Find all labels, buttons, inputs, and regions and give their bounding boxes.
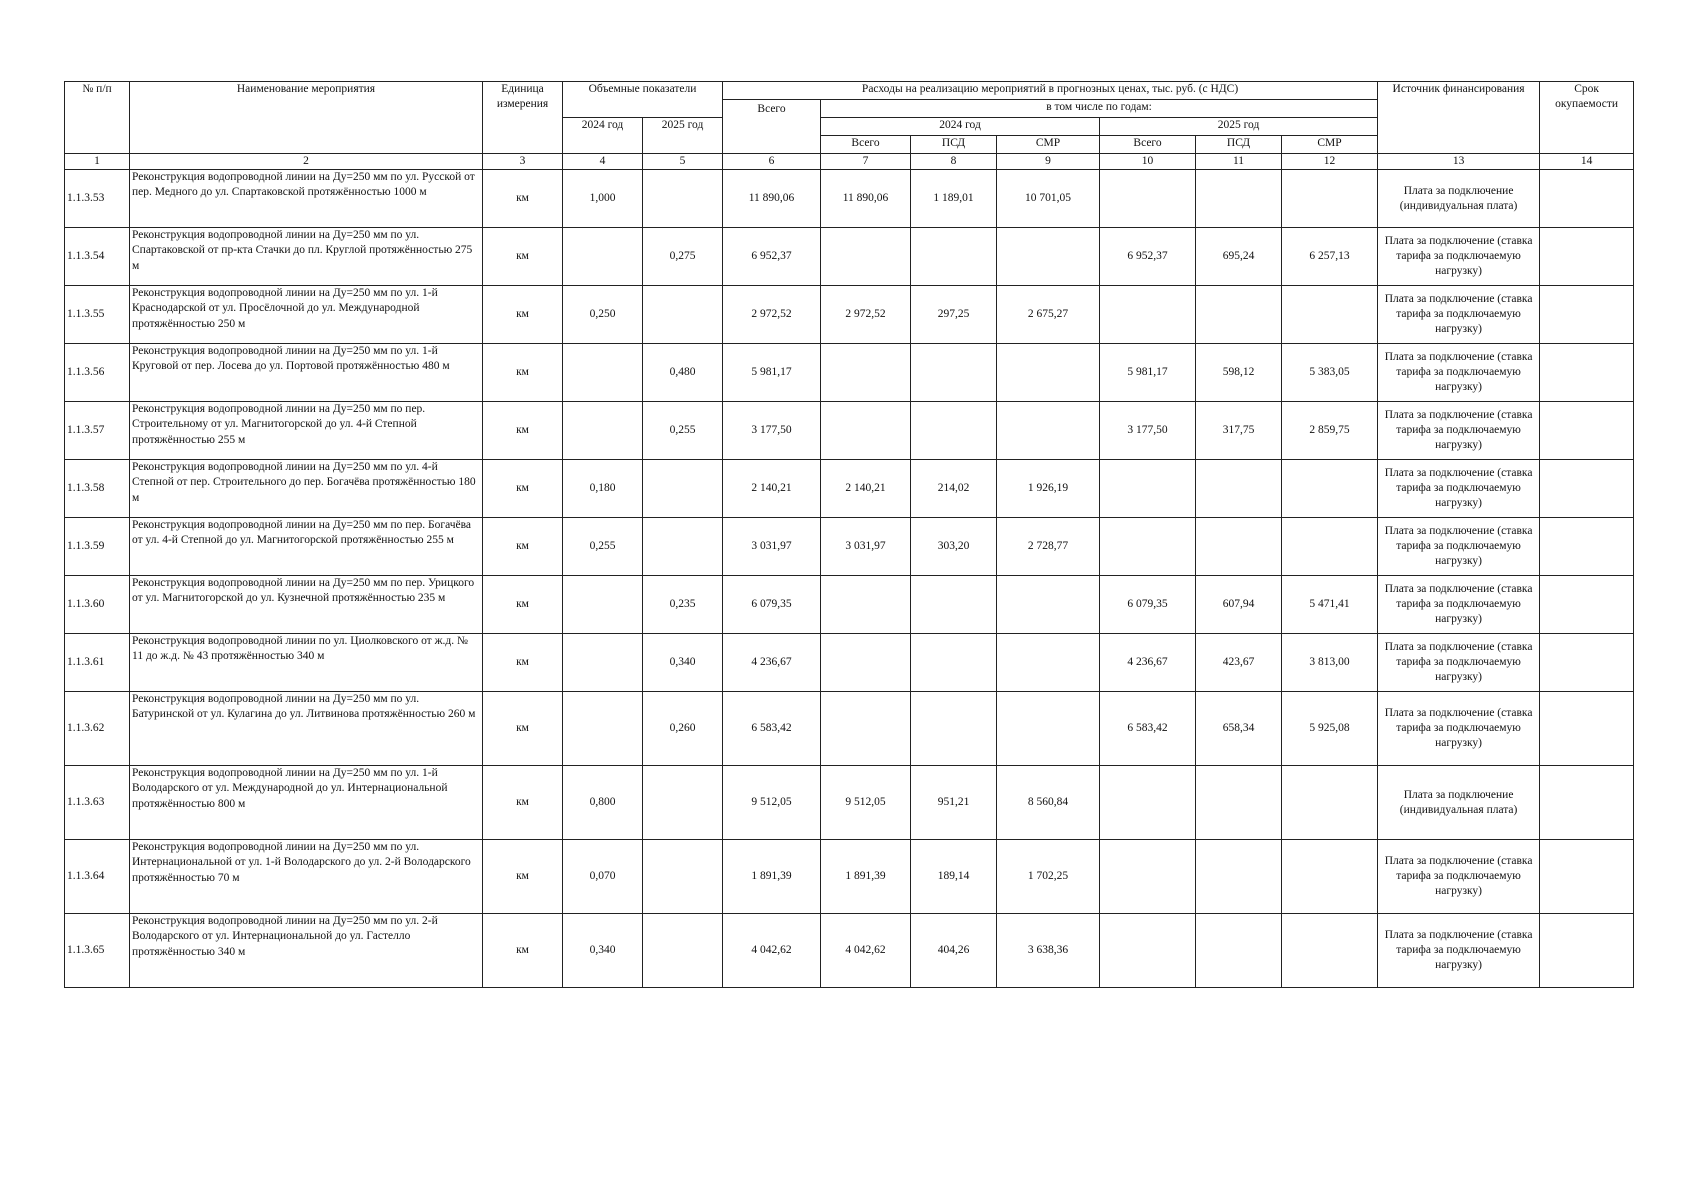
expenses-2024-psd	[911, 344, 997, 402]
column-numbers-row	[65, 154, 1634, 170]
payback-period	[1540, 840, 1634, 914]
unit-cell: км	[483, 692, 563, 766]
row-number: 1.1.3.53	[65, 170, 130, 228]
expenses-2024-smr: 3 638,36	[997, 914, 1100, 988]
header-volume: Объемные показатели	[563, 82, 723, 118]
investment-program-table	[64, 81, 1634, 988]
financing-source: Плата за подключение (индивидуальная плата)	[1378, 170, 1540, 228]
expenses-2025-total: 6 583,42	[1100, 692, 1196, 766]
volume-2025	[643, 840, 723, 914]
expenses-total: 9 512,05	[723, 766, 821, 840]
payback-period	[1540, 460, 1634, 518]
column-number: 13	[1378, 154, 1540, 170]
expenses-2025-smr: 6 257,13	[1282, 228, 1378, 286]
row-number: 1.1.3.60	[65, 576, 130, 634]
measure-name: Реконструкция водопроводной линии на Ду=250 мм по пер. Строительному от ул. Магнитогорской до ул. 4-й Степной протяжённостью 255 м	[130, 402, 483, 460]
expenses-2025-psd	[1196, 460, 1282, 518]
expenses-2025-smr: 3 813,00	[1282, 634, 1378, 692]
expenses-2024-total	[821, 228, 911, 286]
table-row	[65, 766, 1634, 840]
payback-period	[1540, 692, 1634, 766]
expenses-2025-total	[1100, 286, 1196, 344]
expenses-2025-psd: 607,94	[1196, 576, 1282, 634]
payback-period	[1540, 286, 1634, 344]
financing-source: Плата за подключение (ставка тарифа за подключаемую нагрузку)	[1378, 634, 1540, 692]
expenses-2025-smr: 5 925,08	[1282, 692, 1378, 766]
row-number: 1.1.3.58	[65, 460, 130, 518]
volume-2024	[563, 344, 643, 402]
payback-period	[1540, 170, 1634, 228]
expenses-2024-total	[821, 402, 911, 460]
row-number: 1.1.3.65	[65, 914, 130, 988]
column-number: 7	[821, 154, 911, 170]
expenses-2024-psd: 297,25	[911, 286, 997, 344]
header-volume-2024: 2024 год	[563, 118, 643, 154]
expenses-2024-total: 9 512,05	[821, 766, 911, 840]
expenses-2024-psd: 303,20	[911, 518, 997, 576]
volume-2025: 0,260	[643, 692, 723, 766]
unit-cell: км	[483, 518, 563, 576]
volume-2024: 0,255	[563, 518, 643, 576]
expenses-2025-psd	[1196, 840, 1282, 914]
measure-name: Реконструкция водопроводной линии по ул. Циолковского от ж.д. № 11 до ж.д. № 43 протяжённостью 340 м	[130, 634, 483, 692]
volume-2024	[563, 576, 643, 634]
expenses-2024-total: 11 890,06	[821, 170, 911, 228]
expenses-2025-total	[1100, 170, 1196, 228]
expenses-total: 2 140,21	[723, 460, 821, 518]
expenses-2025-smr: 5 471,41	[1282, 576, 1378, 634]
expenses-2025-total: 5 981,17	[1100, 344, 1196, 402]
row-number: 1.1.3.57	[65, 402, 130, 460]
expenses-2025-psd	[1196, 766, 1282, 840]
unit-cell: км	[483, 766, 563, 840]
expenses-total: 4 042,62	[723, 914, 821, 988]
unit-cell: км	[483, 914, 563, 988]
volume-2025: 0,275	[643, 228, 723, 286]
header-expenses-2025: 2025 год	[1100, 118, 1378, 136]
expenses-2025-smr	[1282, 286, 1378, 344]
volume-2024	[563, 634, 643, 692]
expenses-2025-total	[1100, 460, 1196, 518]
column-number: 3	[483, 154, 563, 170]
measure-name: Реконструкция водопроводной линии на Ду=250 мм по ул. 1-й Круговой от пер. Лосева до ул. Портовой протяжённостью 480 м	[130, 344, 483, 402]
expenses-2025-total: 6 952,37	[1100, 228, 1196, 286]
row-number: 1.1.3.54	[65, 228, 130, 286]
expenses-2024-total	[821, 576, 911, 634]
volume-2024: 1,000	[563, 170, 643, 228]
financing-source: Плата за подключение (ставка тарифа за подключаемую нагрузку)	[1378, 402, 1540, 460]
table-row	[65, 634, 1634, 692]
expenses-2024-total: 2 140,21	[821, 460, 911, 518]
expenses-2025-smr: 2 859,75	[1282, 402, 1378, 460]
expenses-2024-psd	[911, 576, 997, 634]
expenses-total: 5 981,17	[723, 344, 821, 402]
volume-2025	[643, 286, 723, 344]
expenses-2024-psd	[911, 634, 997, 692]
column-number: 6	[723, 154, 821, 170]
volume-2024	[563, 228, 643, 286]
measure-name: Реконструкция водопроводной линии на Ду=250 мм по ул. 2-й Володарского от ул. Интернациональной до ул. Гастелло протяжённостью 340 м	[130, 914, 483, 988]
table-row	[65, 840, 1634, 914]
header-volume-2025: 2025 год	[643, 118, 723, 154]
unit-cell: км	[483, 344, 563, 402]
header-expenses-2024: 2024 год	[821, 118, 1100, 136]
unit-cell: км	[483, 228, 563, 286]
table-row	[65, 460, 1634, 518]
volume-2025	[643, 518, 723, 576]
financing-source: Плата за подключение (ставка тарифа за подключаемую нагрузку)	[1378, 286, 1540, 344]
expenses-2025-total	[1100, 840, 1196, 914]
volume-2024: 0,800	[563, 766, 643, 840]
table-body	[65, 170, 1634, 988]
header-smr-2025: СМР	[1282, 136, 1378, 154]
expenses-2025-psd: 317,75	[1196, 402, 1282, 460]
row-number: 1.1.3.64	[65, 840, 130, 914]
measure-name: Реконструкция водопроводной линии на Ду=250 мм по ул. Русской от пер. Медного до ул. Спартаковской протяжённостью 1000 м	[130, 170, 483, 228]
payback-period	[1540, 766, 1634, 840]
expenses-2025-psd: 598,12	[1196, 344, 1282, 402]
column-number: 5	[643, 154, 723, 170]
expenses-2024-smr	[997, 634, 1100, 692]
expenses-2024-psd: 214,02	[911, 460, 997, 518]
measure-name: Реконструкция водопроводной линии на Ду=250 мм по ул. Спартаковской от пр-кта Стачки до пл. Круглой протяжённостью 275 м	[130, 228, 483, 286]
measure-name: Реконструкция водопроводной линии на Ду=250 мм по ул. Батуринской от ул. Кулагина до ул. Литвинова протяжённостью 260 м	[130, 692, 483, 766]
table-row	[65, 576, 1634, 634]
financing-source: Плата за подключение (индивидуальная плата)	[1378, 766, 1540, 840]
header-psd-2024: ПСД	[911, 136, 997, 154]
financing-source: Плата за подключение (ставка тарифа за подключаемую нагрузку)	[1378, 692, 1540, 766]
measure-name: Реконструкция водопроводной линии на Ду=250 мм по пер. Урицкого от ул. Магнитогорской до ул. Кузнечной протяжённостью 235 м	[130, 576, 483, 634]
expenses-total: 6 952,37	[723, 228, 821, 286]
expenses-total: 11 890,06	[723, 170, 821, 228]
column-number: 4	[563, 154, 643, 170]
expenses-2025-smr	[1282, 766, 1378, 840]
expenses-2025-smr	[1282, 840, 1378, 914]
header-name: Наименование мероприятия	[130, 82, 483, 154]
row-number: 1.1.3.62	[65, 692, 130, 766]
expenses-2024-smr: 1 926,19	[997, 460, 1100, 518]
table-row	[65, 228, 1634, 286]
financing-source: Плата за подключение (ставка тарифа за подключаемую нагрузку)	[1378, 576, 1540, 634]
expenses-2024-total	[821, 692, 911, 766]
table-row	[65, 286, 1634, 344]
expenses-2025-total: 4 236,67	[1100, 634, 1196, 692]
expenses-2024-total	[821, 344, 911, 402]
expenses-total: 2 972,52	[723, 286, 821, 344]
unit-cell: км	[483, 634, 563, 692]
expenses-total: 4 236,67	[723, 634, 821, 692]
header-payback: Срок окупаемости	[1540, 82, 1634, 154]
column-number: 8	[911, 154, 997, 170]
measure-name: Реконструкция водопроводной линии на Ду=250 мм по ул. 4-й Степной от пер. Строительного до пер. Богачёва протяжённостью 180 м	[130, 460, 483, 518]
volume-2025: 0,340	[643, 634, 723, 692]
payback-period	[1540, 344, 1634, 402]
measure-name: Реконструкция водопроводной линии на Ду=250 мм по ул. Интернациональной от ул. 1-й Володарского до ул. 2-й Володарского протяжённостью 70 м	[130, 840, 483, 914]
financing-source: Плата за подключение (ставка тарифа за подключаемую нагрузку)	[1378, 460, 1540, 518]
volume-2024: 0,070	[563, 840, 643, 914]
financing-source: Плата за подключение (ставка тарифа за подключаемую нагрузку)	[1378, 840, 1540, 914]
measure-name: Реконструкция водопроводной линии на Ду=250 мм по ул. 1-й Краснодарской от ул. Просёлочной до ул. Международной протяжённостью 250 м	[130, 286, 483, 344]
expenses-2024-psd: 189,14	[911, 840, 997, 914]
payback-period	[1540, 576, 1634, 634]
table-row	[65, 402, 1634, 460]
row-number: 1.1.3.56	[65, 344, 130, 402]
volume-2025	[643, 170, 723, 228]
expenses-2025-smr	[1282, 518, 1378, 576]
expenses-2024-psd	[911, 402, 997, 460]
expenses-2025-smr	[1282, 460, 1378, 518]
payback-period	[1540, 228, 1634, 286]
header-number: № п/п	[65, 82, 130, 154]
volume-2024: 0,180	[563, 460, 643, 518]
unit-cell: км	[483, 576, 563, 634]
measure-name: Реконструкция водопроводной линии на Ду=250 мм по пер. Богачёва от ул. 4-й Степной до ул. Магнитогорской протяжённостью 255 м	[130, 518, 483, 576]
expenses-2025-smr	[1282, 914, 1378, 988]
expenses-2025-psd	[1196, 914, 1282, 988]
row-number: 1.1.3.55	[65, 286, 130, 344]
expenses-2025-psd: 658,34	[1196, 692, 1282, 766]
expenses-2024-total: 1 891,39	[821, 840, 911, 914]
expenses-2025-smr: 5 383,05	[1282, 344, 1378, 402]
expenses-2025-psd: 423,67	[1196, 634, 1282, 692]
volume-2024	[563, 692, 643, 766]
unit-cell: км	[483, 170, 563, 228]
payback-period	[1540, 634, 1634, 692]
expenses-2024-total: 3 031,97	[821, 518, 911, 576]
column-number: 14	[1540, 154, 1634, 170]
column-number: 1	[65, 154, 130, 170]
volume-2024: 0,250	[563, 286, 643, 344]
expenses-2024-smr: 2 675,27	[997, 286, 1100, 344]
expenses-total: 1 891,39	[723, 840, 821, 914]
column-number: 10	[1100, 154, 1196, 170]
volume-2025: 0,235	[643, 576, 723, 634]
expenses-2024-psd: 1 189,01	[911, 170, 997, 228]
header-total: Всего	[723, 100, 821, 154]
table-header	[65, 82, 1634, 170]
expenses-2024-smr: 8 560,84	[997, 766, 1100, 840]
expenses-2025-psd	[1196, 170, 1282, 228]
expenses-2025-total: 3 177,50	[1100, 402, 1196, 460]
financing-source: Плата за подключение (ставка тарифа за подключаемую нагрузку)	[1378, 344, 1540, 402]
expenses-2024-psd: 951,21	[911, 766, 997, 840]
expenses-2024-total: 2 972,52	[821, 286, 911, 344]
expenses-2025-total	[1100, 766, 1196, 840]
column-number: 11	[1196, 154, 1282, 170]
header-expenses: Расходы на реализацию мероприятий в прогнозных ценах, тыс. руб. (с НДС)	[723, 82, 1378, 100]
unit-cell: км	[483, 840, 563, 914]
table-row	[65, 344, 1634, 402]
expenses-2024-psd: 404,26	[911, 914, 997, 988]
row-number: 1.1.3.61	[65, 634, 130, 692]
volume-2024: 0,340	[563, 914, 643, 988]
header-total-2024: Всего	[821, 136, 911, 154]
expenses-2025-psd: 695,24	[1196, 228, 1282, 286]
expenses-total: 3 177,50	[723, 402, 821, 460]
expenses-2024-smr	[997, 228, 1100, 286]
table-row	[65, 518, 1634, 576]
financing-source: Плата за подключение (ставка тарифа за подключаемую нагрузку)	[1378, 518, 1540, 576]
column-number: 12	[1282, 154, 1378, 170]
expenses-total: 6 583,42	[723, 692, 821, 766]
volume-2025: 0,255	[643, 402, 723, 460]
expenses-2024-psd	[911, 692, 997, 766]
header-by-years: в том числе по годам:	[821, 100, 1378, 118]
expenses-2024-smr	[997, 692, 1100, 766]
expenses-2024-total: 4 042,62	[821, 914, 911, 988]
expenses-2024-smr	[997, 402, 1100, 460]
payback-period	[1540, 914, 1634, 988]
expenses-2025-total: 6 079,35	[1100, 576, 1196, 634]
header-unit: Единица измерения	[483, 82, 563, 154]
measure-name: Реконструкция водопроводной линии на Ду=250 мм по ул. 1-й Володарского от ул. Международной до ул. Интернациональной протяжённостью 800 м	[130, 766, 483, 840]
expenses-total: 6 079,35	[723, 576, 821, 634]
unit-cell: км	[483, 286, 563, 344]
expenses-2024-smr: 10 701,05	[997, 170, 1100, 228]
volume-2025	[643, 460, 723, 518]
expenses-2025-psd	[1196, 286, 1282, 344]
table-row	[65, 692, 1634, 766]
table-row	[65, 914, 1634, 988]
header-total-2025: Всего	[1100, 136, 1196, 154]
table-row	[65, 170, 1634, 228]
expenses-2025-smr	[1282, 170, 1378, 228]
volume-2025	[643, 766, 723, 840]
financing-source: Плата за подключение (ставка тарифа за подключаемую нагрузку)	[1378, 228, 1540, 286]
expenses-2024-total	[821, 634, 911, 692]
expenses-2024-smr: 2 728,77	[997, 518, 1100, 576]
column-number: 9	[997, 154, 1100, 170]
expenses-2024-smr	[997, 344, 1100, 402]
volume-2025: 0,480	[643, 344, 723, 402]
header-source: Источник финансирования	[1378, 82, 1540, 154]
unit-cell: км	[483, 460, 563, 518]
row-number: 1.1.3.59	[65, 518, 130, 576]
volume-2025	[643, 914, 723, 988]
expenses-2024-smr	[997, 576, 1100, 634]
expenses-2024-smr: 1 702,25	[997, 840, 1100, 914]
header-smr-2024: СМР	[997, 136, 1100, 154]
payback-period	[1540, 402, 1634, 460]
expenses-2025-total	[1100, 518, 1196, 576]
financing-source: Плата за подключение (ставка тарифа за подключаемую нагрузку)	[1378, 914, 1540, 988]
unit-cell: км	[483, 402, 563, 460]
expenses-2024-psd	[911, 228, 997, 286]
volume-2024	[563, 402, 643, 460]
expenses-2025-total	[1100, 914, 1196, 988]
column-number: 2	[130, 154, 483, 170]
header-psd-2025: ПСД	[1196, 136, 1282, 154]
row-number: 1.1.3.63	[65, 766, 130, 840]
expenses-2025-psd	[1196, 518, 1282, 576]
payback-period	[1540, 518, 1634, 576]
expenses-total: 3 031,97	[723, 518, 821, 576]
